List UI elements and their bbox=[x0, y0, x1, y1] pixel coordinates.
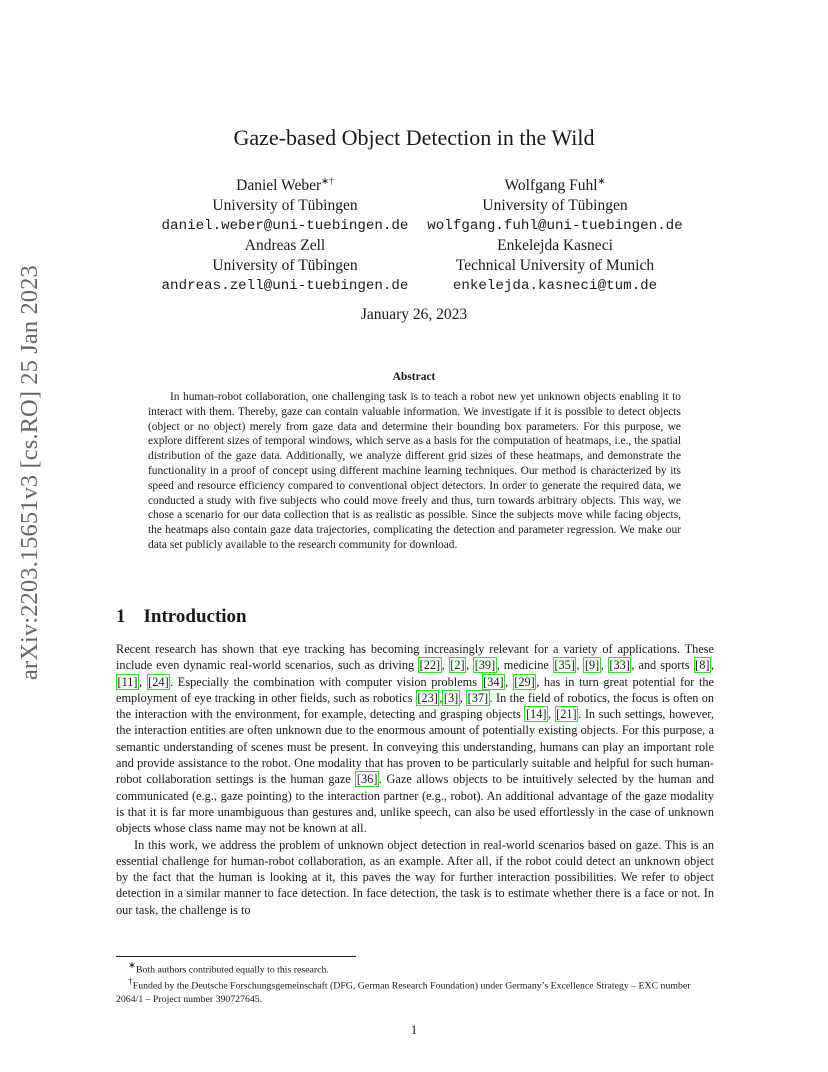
footnote-text: Funded by the Deutsche Forschungsgemeinschaft (DFG, German Research Foundation) under Germany’s Excellence Strategy – EXC number 2064/1 – Project number 390727645. bbox=[116, 980, 691, 1005]
citation-link[interactable]: [23] bbox=[417, 690, 438, 705]
paragraph-2: In this work, we address the problem of unknown object detection in real-world scenarios based on gaze. This is an essential challenge for human-robot collaboration, as an example. After all, if the robot could detect an unknown object by the fact that the human is looking at it, this paves the way for further interaction possibilities. We refer to object detection in a similar manner to face detection. In face detection, the task is to estimate whether there is a face or not. In our task, the challenge is to bbox=[116, 837, 714, 917]
footnote-1 bbox=[116, 960, 714, 976]
citation-link[interactable]: [9] bbox=[584, 658, 600, 673]
author-email[interactable]: wolfgang.fuhl@uni-tuebingen.de bbox=[427, 218, 683, 235]
author-name: Andreas Zell bbox=[244, 237, 326, 254]
citation-link[interactable]: [29] bbox=[514, 674, 535, 689]
footnote-mark: ∗ bbox=[128, 961, 136, 971]
paper-title: Gaze-based Object Detection in the Wild bbox=[233, 125, 595, 150]
author-email[interactable]: daniel.weber@uni-tuebingen.de bbox=[161, 218, 409, 235]
citation-link[interactable]: [8] bbox=[695, 658, 710, 673]
citation-link[interactable]: [14] bbox=[525, 707, 547, 722]
citation-link[interactable]: [3] bbox=[443, 690, 459, 705]
page-number: 1 bbox=[410, 1023, 418, 1037]
author-affiliation: University of Tübingen bbox=[212, 257, 358, 274]
citation-link[interactable]: [2] bbox=[450, 658, 465, 673]
author-name: Enkelejda Kasneci bbox=[497, 237, 613, 254]
section-title: Introduction bbox=[143, 606, 247, 627]
author-block-2 bbox=[410, 172, 700, 236]
author-block-4 bbox=[410, 236, 700, 296]
footnote-text: Both authors contributed equally to this research. bbox=[135, 964, 329, 976]
citation-link[interactable]: [22] bbox=[419, 658, 441, 673]
author-email[interactable]: andreas.zell@uni-tuebingen.de bbox=[161, 278, 409, 294]
footnote-2 bbox=[116, 976, 714, 1005]
author-affiliation: Technical University of Munich bbox=[455, 257, 655, 274]
citation-link[interactable]: [33] bbox=[609, 658, 630, 673]
author-name: Daniel Weber bbox=[236, 177, 322, 195]
citation-link[interactable]: [37] bbox=[467, 690, 489, 705]
citation-link[interactable]: [35] bbox=[554, 658, 575, 673]
citation-link[interactable]: [11] bbox=[117, 674, 138, 689]
author-marks: ∗† bbox=[321, 177, 334, 187]
footnotes bbox=[116, 960, 714, 1006]
author-marks: ∗ bbox=[597, 177, 606, 187]
author-affiliation: University of Tübingen bbox=[212, 197, 358, 215]
paragraph-1: Recent research has shown that eye tracking has becoming increasingly relevant for a variety of applications. These include even dynamic real-world scenarios, such as driving [22] , [2] , [39] , medicine [35] , [9] , [33] , and sports [8] , [11] , [24] . Especially the combination with computer vision problems [34] , [29] , has in turn great potential for the employment of eye tracking in other fields, such as robotics [23] , [3] , [37] . In the field of robotics, the focus is often on the interaction with the environment, for example, detecting and grasping objects [14] , [21] . In such settings, however, the interaction entities are often unknown due to the enormous amount of potentially existing objects. For this purpose, a semantic understanding of scenes must be present. In conveying this understanding, humans can play an important role and provide assistance to the robot. One modality that has proven to be particularly suitable and helpful for such human-robot collaboration settings is the human gaze [36] . Gaze allows objects to be intuitively selected by the human and communicated (e.g., gaze pointing) to the interaction partner (e.g., robot). An additional advantage of the gaze modality is that it is far more unambiguous than gestures and, unlike speech, can also be used effortlessly in the case of unknown objects whose class name may not be known at all. bbox=[116, 642, 715, 836]
citation-link[interactable]: [36] bbox=[356, 772, 378, 787]
section-number: 1 bbox=[116, 606, 126, 627]
section-heading bbox=[116, 606, 247, 628]
footnote-mark: † bbox=[128, 977, 133, 988]
author-name: Wolfgang Fuhl bbox=[504, 177, 598, 195]
author-block-1 bbox=[140, 172, 430, 236]
paper-date: January 26, 2023 bbox=[360, 306, 468, 323]
abstract-text: In human-robot collaboration, one challenging task is to teach a robot new yet unknown objects enabling it to interact with them. Thereby, gaze can contain valuable information. We investigate if it is possible to detect objects (object or no object) merely from gaze data and determine their bounding box parameters. For this purpose, we explore different sizes of temporal windows, which serve as a basis for the computation of heatmaps, i.e., the spatial distribution of the gaze data. Additionally, we analyze different grid sizes of these heatmaps, and demonstrate the functionality in a proof of concept using different machine learning techniques. Our method is characterized by its speed and resource efficiency compared to conventional object detectors. In order to generate the required data, we conducted a study with five subjects who could move freely and thus, turn towards arbitrary objects. This way, we chose a scenario for our data collection that is as realistic as possible. Since the subjects move while facing objects, the heatmaps also contain gaze data trajectories, complicating the detection and parameter regression. We make our data set publicly available to the research community for download. bbox=[148, 391, 681, 551]
author-email[interactable]: enkelejda.kasneci@tum.de bbox=[452, 278, 658, 294]
citation-link[interactable]: [39] bbox=[474, 658, 496, 673]
body-text bbox=[116, 641, 714, 918]
abstract-heading: Abstract bbox=[392, 371, 436, 383]
footnote-rule bbox=[116, 956, 356, 957]
author-affiliation: University of Tübingen bbox=[482, 197, 628, 215]
citation-link[interactable]: [34] bbox=[483, 674, 504, 689]
citation-link[interactable]: [21] bbox=[556, 707, 577, 722]
citation-link[interactable]: [24] bbox=[148, 674, 169, 689]
author-block-3 bbox=[140, 236, 430, 296]
arxiv-sidebar-id: arXiv:2203.15651v3 [cs.RO] 25 Jan 2023 bbox=[16, 265, 43, 680]
